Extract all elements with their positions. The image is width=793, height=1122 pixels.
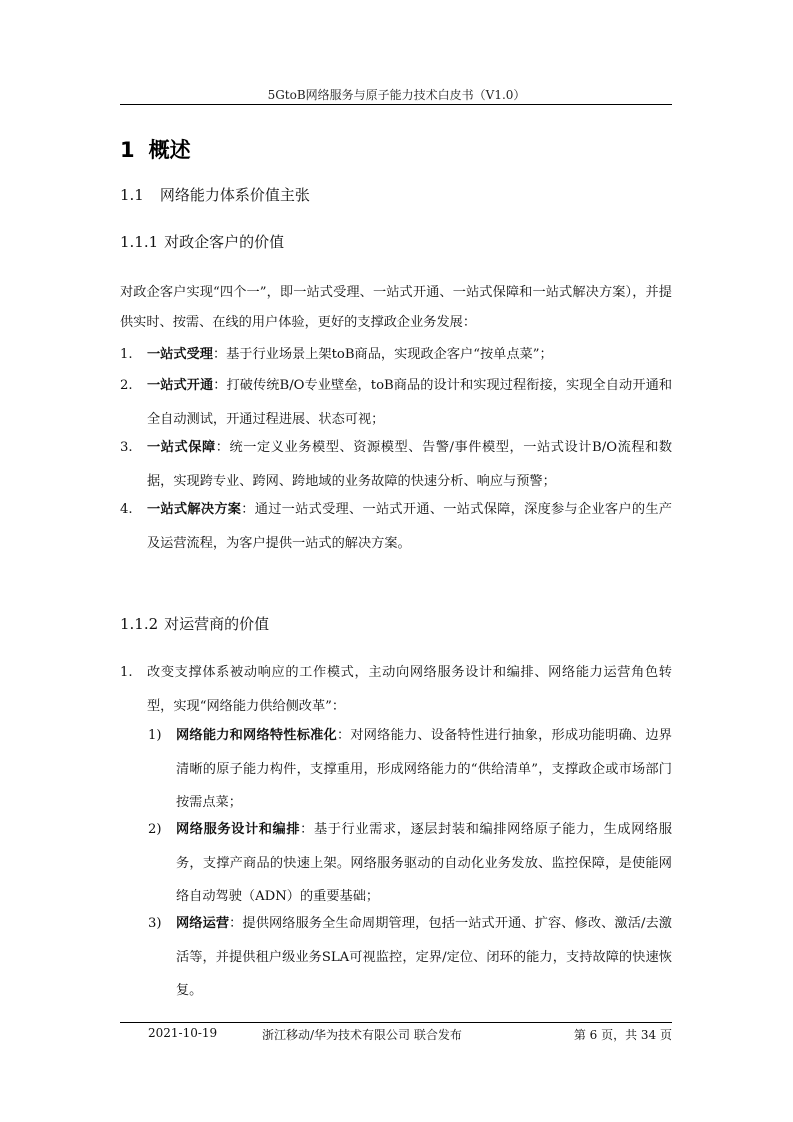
header-rule: [120, 104, 672, 105]
list-text: ：提供网络服务全生命周期管理，包括一站式开通、扩容、修改、激活/去激活等，并提供租户级业务SLA可视监控，定界/定位、闭环的能力，支持故障的快速恢复。: [176, 916, 672, 998]
list-number: 3): [148, 916, 162, 931]
list-text: ：对网络能力、设备特性进行抽象，形成功能明确、边界清晰的原子能力构件，支撑重用，形成网络能力的“供给清单”，支撑政企或市场部门按需点菜；: [176, 728, 672, 810]
header-title: 5GtoB网络服务与原子能力技术白皮书（V1.0）: [267, 88, 526, 102]
footer-publisher: 浙江移动/华为技术有限公司 联合发布: [262, 1028, 462, 1042]
footer-rule: [120, 1022, 672, 1023]
list-term: 一站式开通: [147, 378, 214, 393]
heading-number: 1.1.2: [120, 615, 159, 633]
list-number: 1.: [120, 665, 133, 680]
sub-list-item: [148, 813, 672, 914]
section-heading-1-1: [120, 184, 310, 205]
intro-paragraph: 对政企客户实现“四个一”，即一站式受理、一站式开通、一站式保障和一站式解决方案），并提供实时、按需、在线的用户体验，更好的支撑政企业务发展：: [120, 285, 672, 330]
list-term: 一站式受理: [147, 347, 213, 362]
list-item: [120, 369, 672, 436]
list-text: ：打破传统B/O专业壁垒，toB商品的设计和实现过程衔接，实现全自动开通和全自动测试，开通过程进展、状态可视；: [147, 378, 673, 427]
section-heading-1-1-2: [120, 613, 269, 634]
sub-list-item: [148, 719, 672, 820]
list-number: 4.: [120, 502, 133, 517]
list-term: 一站式解决方案: [147, 502, 242, 517]
section-heading-1: [120, 134, 191, 164]
heading-text: 对政企客户的价值: [164, 233, 285, 251]
list-item: [120, 431, 672, 498]
heading-text: 对运营商的价值: [164, 615, 270, 633]
list-text: 改变支撑体系被动响应的工作模式，主动向网络服务设计和编排、网络能力运营角色转型，实现“网络能力供给侧改革”：: [147, 665, 672, 714]
footer-page-number: 第 6 页，共 34 页: [573, 1028, 672, 1042]
sub-list-item: [148, 907, 672, 1008]
list-text: ：统一定义业务模型、资源模型、告警/事件模型，一站式设计B/O流程和数据，实现跨专业、跨网、跨地域的业务故障的快速分析、响应与预警；: [147, 440, 673, 489]
heading-text: 概述: [148, 138, 191, 162]
list-item: [120, 338, 672, 372]
heading-number: 1.1: [120, 186, 144, 204]
list-term: 一站式保障: [147, 440, 216, 455]
list-term: 网络运营: [176, 916, 230, 931]
list-number: 2): [148, 822, 162, 837]
list-number: 1): [148, 728, 162, 743]
list-text: ：基于行业需求，逐层封装和编排网络原子能力，生成网络服务，支撑产商品的快速上架。网络服务驱动的自动化业务发放、监控保障，是使能网络自动驾驶（ADN）的重要基础；: [176, 822, 673, 904]
list-item: [120, 656, 672, 723]
list-term: 网络服务设计和编排: [176, 822, 301, 837]
list-text: ：基于行业场景上架toB商品，实现政企客户“按单点菜”；: [212, 347, 553, 362]
heading-number: 1: [120, 138, 135, 162]
list-number: 3.: [120, 440, 133, 455]
heading-text: 网络能力体系价值主张: [159, 186, 310, 204]
list-term: 网络能力和网络特性标准化: [176, 728, 337, 743]
list-item: [120, 493, 672, 560]
list-text: ：通过一站式受理、一站式开通、一站式保障，深度参与企业客户的生产及运营流程，为客户提供一站式的解决方案。: [147, 502, 672, 551]
list-number: 2.: [120, 378, 133, 393]
heading-number: 1.1.1: [120, 233, 159, 251]
footer-date: 2021-10-19: [148, 1026, 218, 1040]
section-heading-1-1-1: [120, 231, 284, 252]
list-number: 1.: [120, 347, 133, 362]
